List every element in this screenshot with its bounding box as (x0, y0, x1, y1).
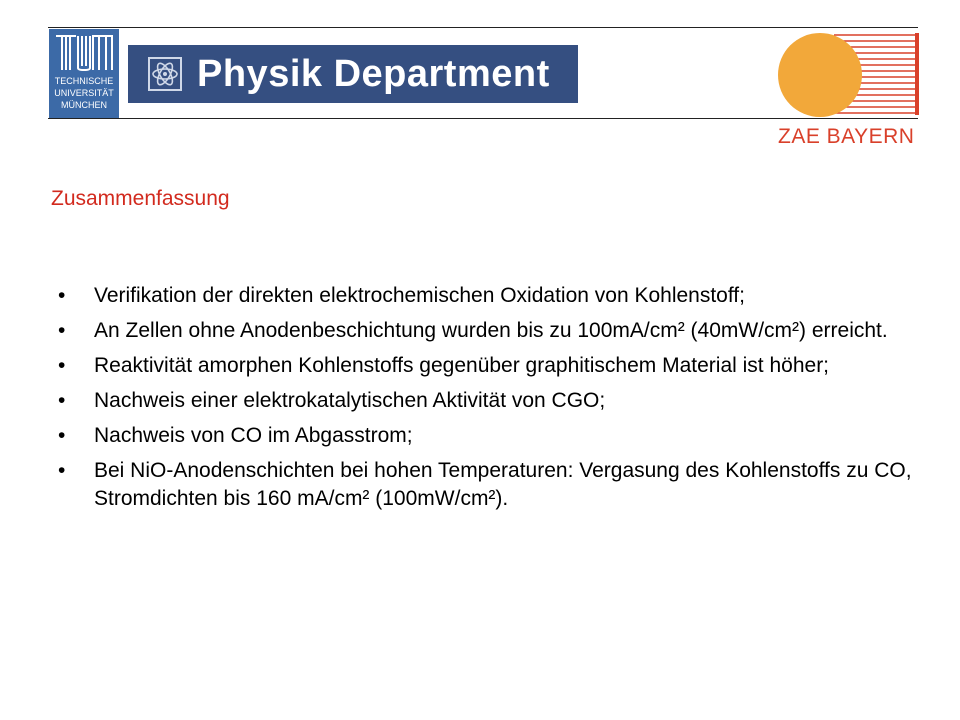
bullet-marker: • (58, 389, 66, 412)
slide-heading: Zusammenfassung (51, 187, 230, 210)
bullet-text: Reaktivität amorphen Kohlenstoffs gegenüber graphitischem Material ist höher; (94, 354, 830, 377)
bullet-text: Bei NiO-Anodenschichten bei hohen Temperaturen: Vergasung des Kohlenstoffs zu CO, Stromdichten bis 160 mA/cm² (100mW/cm²). (94, 459, 912, 510)
zae-bayern-logo (776, 31, 924, 147)
tum-monogram-icon (54, 34, 114, 72)
bullet-marker: • (58, 459, 66, 482)
bullet-item (56, 457, 936, 513)
zae-bayern-wordmark: ZAE BAYERN (778, 125, 915, 148)
bullet-item (56, 387, 936, 415)
header-top-rule (48, 27, 918, 28)
sun-stripes-icon (776, 31, 924, 121)
header-bottom-rule (48, 118, 918, 119)
bullet-text: Nachweis einer elektrokatalytischen Aktivität von CGO; (94, 389, 606, 412)
tum-logo-line-1: TECHNISCHE (54, 76, 114, 86)
summary-bullet-list (56, 282, 936, 520)
bullet-item (56, 317, 936, 345)
bullet-marker: • (58, 284, 66, 307)
tum-logo (49, 29, 119, 118)
department-title: Physik Department (197, 53, 550, 95)
tum-logo-line-3: MÜNCHEN (61, 100, 107, 110)
bullet-item (56, 422, 936, 450)
bullet-item (56, 282, 936, 310)
bullet-marker: • (58, 424, 66, 447)
bullet-marker: • (58, 354, 66, 377)
bullet-text: Nachweis von CO im Abgasstrom; (94, 424, 413, 447)
bullet-marker: • (58, 319, 66, 342)
physik-department-banner (128, 45, 578, 103)
bullet-item (56, 352, 936, 380)
bullet-text: An Zellen ohne Anodenbeschichtung wurden bis zu 100mA/cm² (40mW/cm²) erreicht. (94, 319, 888, 342)
atom-emblem-icon (148, 57, 182, 91)
bullet-text: Verifikation der direkten elektrochemischen Oxidation von Kohlenstoff; (94, 284, 745, 307)
tum-logo-line-2: UNIVERSITÄT (54, 88, 114, 98)
